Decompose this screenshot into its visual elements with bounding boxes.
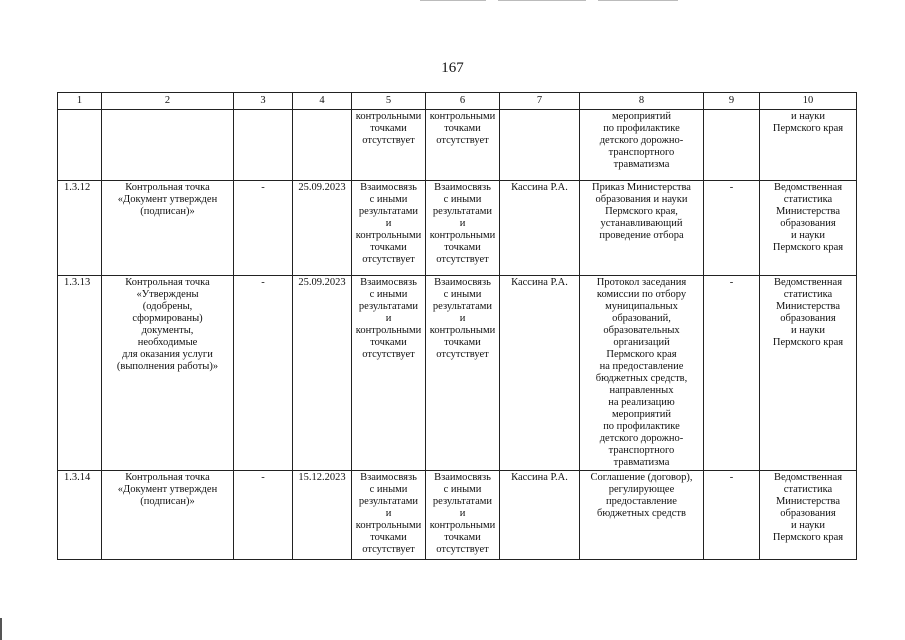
cell-start: -	[234, 181, 293, 276]
cell-responsible: Кассина Р.А.	[500, 276, 580, 471]
cell-responsible: Кассина Р.А.	[500, 471, 580, 560]
column-header: 4	[293, 93, 352, 110]
cell-name: Контрольная точка «Утверждены (одобрены, сформированы) документы, необходимые для оказания услуги (выполнения работы)»	[102, 276, 234, 471]
cell-source: Ведомственная статистика Министерства образования и науки Пермского края	[760, 181, 857, 276]
cell-source: Ведомственная статистика Министерства образования и науки Пермского края	[760, 276, 857, 471]
data-table	[57, 92, 857, 560]
cell-predecessor: Взаимосвязь с иными результатами и контрольными точками отсутствует	[352, 276, 426, 471]
top-rule	[420, 0, 486, 1]
cell-col9: -	[704, 471, 760, 560]
cell-document: Приказ Министерства образования и науки Пермского края, устанавливающий проведение отбора	[580, 181, 704, 276]
cell-name: Контрольная точка «Документ утвержден (подписан)»	[102, 181, 234, 276]
table-row	[58, 110, 857, 181]
column-header: 2	[102, 93, 234, 110]
cell-successor: Взаимосвязь с иными результатами и контрольными точками отсутствует	[426, 276, 500, 471]
cell-date	[293, 110, 352, 181]
cell-col9: -	[704, 276, 760, 471]
cell-responsible	[500, 110, 580, 181]
column-header: 3	[234, 93, 293, 110]
column-header: 1	[58, 93, 102, 110]
page-number: 167	[441, 60, 464, 76]
cell-successor: Взаимосвязь с иными результатами и контрольными точками отсутствует	[426, 471, 500, 560]
cell-date: 25.09.2023	[293, 276, 352, 471]
column-header: 5	[352, 93, 426, 110]
cell-number: 1.3.12	[58, 181, 102, 276]
column-header: 8	[580, 93, 704, 110]
table-row	[58, 181, 857, 276]
cell-start: -	[234, 471, 293, 560]
cell-col9	[704, 110, 760, 181]
cell-predecessor: Взаимосвязь с иными результатами и контрольными точками отсутствует	[352, 181, 426, 276]
column-header: 9	[704, 93, 760, 110]
cell-successor: контрольными точками отсутствует	[426, 110, 500, 181]
column-header: 7	[500, 93, 580, 110]
cell-predecessor: Взаимосвязь с иными результатами и контрольными точками отсутствует	[352, 471, 426, 560]
column-header: 6	[426, 93, 500, 110]
cell-document: мероприятий по профилактике детского дорожно- транспортного травматизма	[580, 110, 704, 181]
cell-start	[234, 110, 293, 181]
cell-predecessor: контрольными точками отсутствует	[352, 110, 426, 181]
cell-responsible: Кассина Р.А.	[500, 181, 580, 276]
table-row	[58, 471, 857, 560]
cell-successor: Взаимосвязь с иными результатами и контрольными точками отсутствует	[426, 181, 500, 276]
cell-number: 1.3.13	[58, 276, 102, 471]
cell-source: Ведомственная статистика Министерства образования и науки Пермского края	[760, 471, 857, 560]
cell-name: Контрольная точка «Документ утвержден (подписан)»	[102, 471, 234, 560]
cell-name	[102, 110, 234, 181]
scan-edge-mark	[0, 618, 2, 640]
column-header: 10	[760, 93, 857, 110]
cell-date: 15.12.2023	[293, 471, 352, 560]
cell-start: -	[234, 276, 293, 471]
cell-date: 25.09.2023	[293, 181, 352, 276]
table-header-row	[58, 93, 857, 110]
cell-number	[58, 110, 102, 181]
top-rule	[598, 0, 678, 1]
cell-source: и науки Пермского края	[760, 110, 857, 181]
cell-number: 1.3.14	[58, 471, 102, 560]
cell-col9: -	[704, 181, 760, 276]
table-row	[58, 276, 857, 471]
cell-document: Соглашение (договор), регулирующее предоставление бюджетных средств	[580, 471, 704, 560]
top-rule	[498, 0, 586, 1]
cell-document: Протокол заседания комиссии по отбору муниципальных образований, образовательных организаций Пермского края на предоставление бюджетных средств, направленных на реализацию мероприятий по профилактике детского дорожно- транспортного травматизма	[580, 276, 704, 471]
